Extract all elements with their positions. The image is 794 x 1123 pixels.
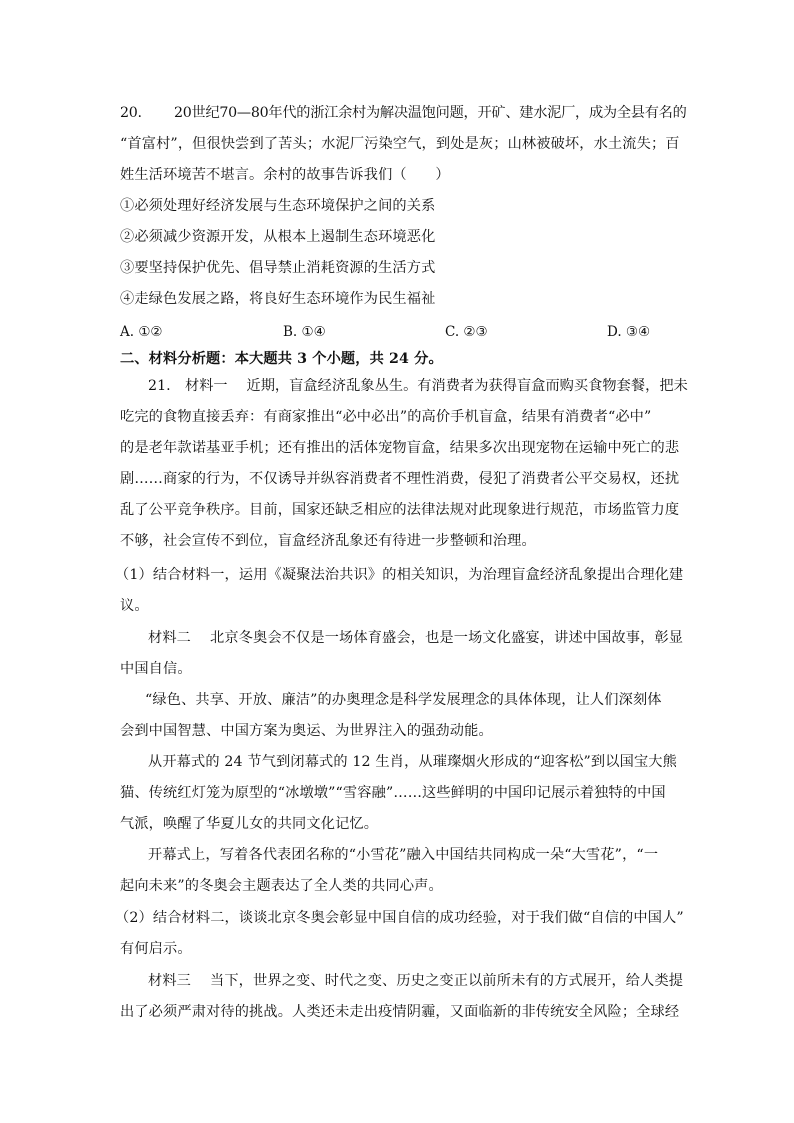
q21-material2-p3-line-3: 气派，唤醒了华夏儿女的共同文化记忆。 xyxy=(120,816,379,832)
q21-material1-line-2: 吃完的食物直接丢弃：有商家推出“必中必出”的高价手机盲盒，结果有消费者“必中” xyxy=(120,409,652,425)
q21-question2-line-1: （2）结合材料二，谈谈北京冬奥会彰显中国自信的成功经验，对于我们做“自信的中国人” xyxy=(115,910,684,926)
q20-option-a: A. ①② xyxy=(120,324,163,340)
q21-question2-line-2: 有何启示。 xyxy=(120,941,192,957)
q21-material3-line-1: 材料三 当下，世界之变、时代之变、历史之变正以前所未有的方式展开，给人类提 xyxy=(148,973,684,989)
q21-question1-line-1: （1）结合材料一，运用《凝聚法治共识》的相关知识，为治理盲盒经济乱象提出合理化建 xyxy=(115,567,684,583)
q20-line-2: “首富村”，但很快尝到了苦头；水泥厂污染空气，到处是灰；山林被破坏，水土流失；百 xyxy=(120,136,680,152)
q21-material3-line-2: 出了必须严肃对待的挑战。人类还未走出疫情阴霾，又面临新的非传统安全风险；全球经 xyxy=(120,1004,680,1020)
section-2-heading: 二、材料分析题：本大题共 3 个小题，共 24 分。 xyxy=(120,351,443,367)
q20-line-1: 20. 20世纪70—80年代的浙江余村为解决温饱问题，开矿、建水泥厂，成为全县有名的 xyxy=(120,105,687,121)
q21-material2-p2-line-2: 会到中国智慧、中国方案为奥运、为世界注入的强劲动能。 xyxy=(120,723,493,739)
q21-material2-p1-line-1: 材料二 北京冬奥会不仅是一场体育盛会，也是一场文化盛宴，讲述中国故事，彰显 xyxy=(148,630,684,646)
q21-material1-line-1: 21. 材料一 近期，盲盒经济乱象丛生。有消费者为获得盲盒而购买食物套餐，把未 xyxy=(148,378,688,394)
q21-material2-p3-line-2: 猫、传统红灯笼为原型的“冰墩墩”“雪容融”……这些鲜明的中国印记展示着独特的中国 xyxy=(120,785,666,801)
q21-material1-line-6: 不够，社会宣传不到位，盲盒经济乱象还有待进一步整顿和治理。 xyxy=(120,533,536,549)
q20-option-b: B. ①④ xyxy=(283,324,326,340)
q21-material2-p4-line-2: 起向未来”的冬奥会主题表达了全人类的共同心声。 xyxy=(120,878,443,894)
q20-line-3: 姓生活环境苦不堪言。余村的故事告诉我们（ ） xyxy=(120,167,450,183)
q21-material1-line-3: 的是老年款诺基亚手机；还有推出的活体宠物盲盒，结果多次出现宠物在运输中死亡的悲 xyxy=(120,440,680,456)
q21-material1-line-4: 剧……商家的行为，不仅诱导并纵容消费者不理性消费，侵犯了消费者公平交易权，还扰 xyxy=(120,471,680,487)
q21-material1-line-5: 乱了公平竞争秩序。目前，国家还缺乏相应的法律法规对此现象进行规范，市场监管力度 xyxy=(120,502,680,518)
q21-material2-p1-line-2: 中国自信。 xyxy=(120,661,192,677)
q21-material2-p3-line-1: 从开幕式的 24 节气到闭幕式的 12 生肖，从璀璨烟火形成的“迎客松”到以国宝大熊 xyxy=(148,754,677,770)
q20-option-c: C. ②③ xyxy=(445,324,488,340)
q21-material2-p2-line-1: “绿色、共享、开放、廉洁”的办奥理念是科学发展理念的具体体现，让人们深刻体 xyxy=(145,692,662,708)
q20-statement-1: ①必须处理好经济发展与生态环境保护之间的关系 xyxy=(120,198,436,214)
q20-statement-3: ③要坚持保护优先、倡导禁止消耗资源的生活方式 xyxy=(120,260,436,276)
q20-option-d: D. ③④ xyxy=(607,324,651,340)
q20-statement-2: ②必须减少资源开发，从根本上遏制生态环境恶化 xyxy=(120,229,436,245)
q20-statement-4: ④走绿色发展之路，将良好生态环境作为民生福祉 xyxy=(120,291,436,307)
q21-question1-line-2: 议。 xyxy=(120,598,149,614)
q21-material2-p4-line-1: 开幕式上，写着各代表团名称的“小雪花”融入中国结共同构成一朵“大雪花”，“一 xyxy=(148,847,659,863)
